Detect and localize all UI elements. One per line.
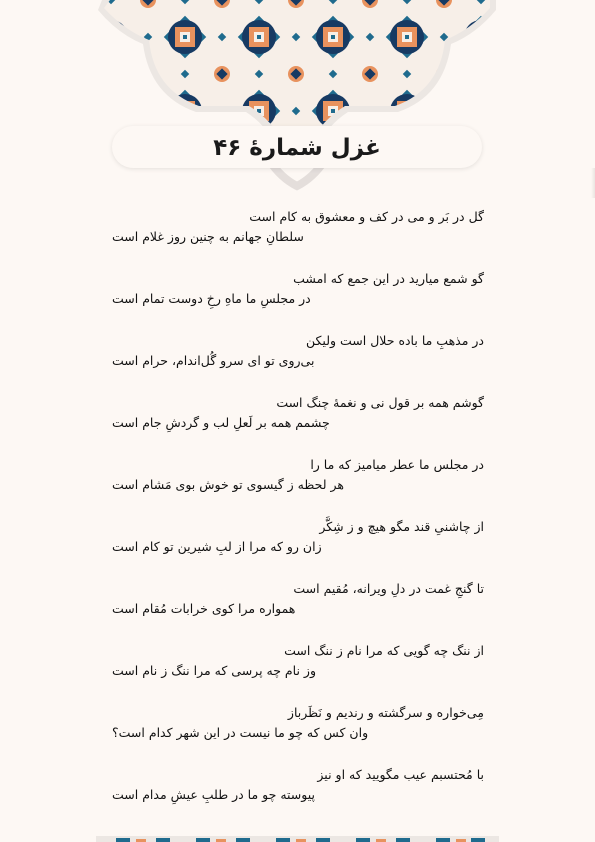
couplet xyxy=(112,641,484,703)
second-hemistich: سلطانِ جهانم به چنین روز غلام است xyxy=(112,229,304,244)
first-hemistich: در مذهبِ ما باده حلال است ولیکن xyxy=(306,333,484,348)
first-hemistich: با مُحتسبم عیب مگویید که او نیز xyxy=(317,767,484,782)
first-hemistich: تا گنجِ غمت در دلِ ویرانه، مُقیم است xyxy=(293,581,484,596)
couplet xyxy=(112,579,484,641)
second-hemistich: در مجلسِ ما ماهِ رخِ دوست تمام است xyxy=(112,291,311,306)
second-hemistich: بی‌روی تو ای سرو گُل‌اندام، حرام است xyxy=(112,353,315,368)
first-hemistich: از چاشنیِ قند مگو هیچ و ز شِکَّر xyxy=(319,519,484,534)
couplet xyxy=(112,517,484,579)
couplet xyxy=(112,393,484,455)
second-hemistich: وز نام چه پرسی که مرا ننگ ز نام است xyxy=(112,663,316,678)
first-hemistich: گل در بَر و می در کف و معشوق به کام است xyxy=(249,209,484,224)
second-hemistich: زان رو که مرا از لبِ شیرین تو کام است xyxy=(112,539,322,554)
second-hemistich: هر لحظه ز گیسوی تو خوش بوی مَشام است xyxy=(112,477,344,492)
couplet xyxy=(112,703,484,765)
couplet xyxy=(112,765,484,827)
first-hemistich: گو شمع میارید در این جمع که امشب xyxy=(293,271,484,286)
top-tile-ornament xyxy=(0,0,595,200)
second-hemistich: چشمم همه بر لَعلِ لب و گردشِ جام است xyxy=(112,415,330,430)
bottom-tile-ornament xyxy=(96,836,499,842)
first-hemistich: از ننگ چه گویی که مرا نام ز ننگ است xyxy=(284,643,484,658)
second-hemistich: همواره مرا کوی خرابات مُقام است xyxy=(112,601,296,616)
page-title: غزل شمارهٔ ۴۶ xyxy=(213,135,381,161)
first-hemistich: در مجلس ما عطر میامیز که ما را xyxy=(310,457,484,472)
second-hemistich: وان کس که چو ما نیست در این شهر کدام است؟ xyxy=(112,725,369,740)
first-hemistich: گوشم همه بر قول نی و نغمهٔ چنگ است xyxy=(276,395,484,410)
poem-body xyxy=(112,207,484,827)
couplet xyxy=(112,331,484,393)
couplet xyxy=(112,455,484,517)
page-edge-shadow xyxy=(591,168,595,198)
couplet xyxy=(112,269,484,331)
first-hemistich: مِی‌خواره و سرگشته و رندیم و نَظَرباز xyxy=(287,705,484,720)
second-hemistich: پیوسته چو ما در طلبِ عیشِ مدام است xyxy=(112,787,315,802)
couplet xyxy=(112,207,484,269)
